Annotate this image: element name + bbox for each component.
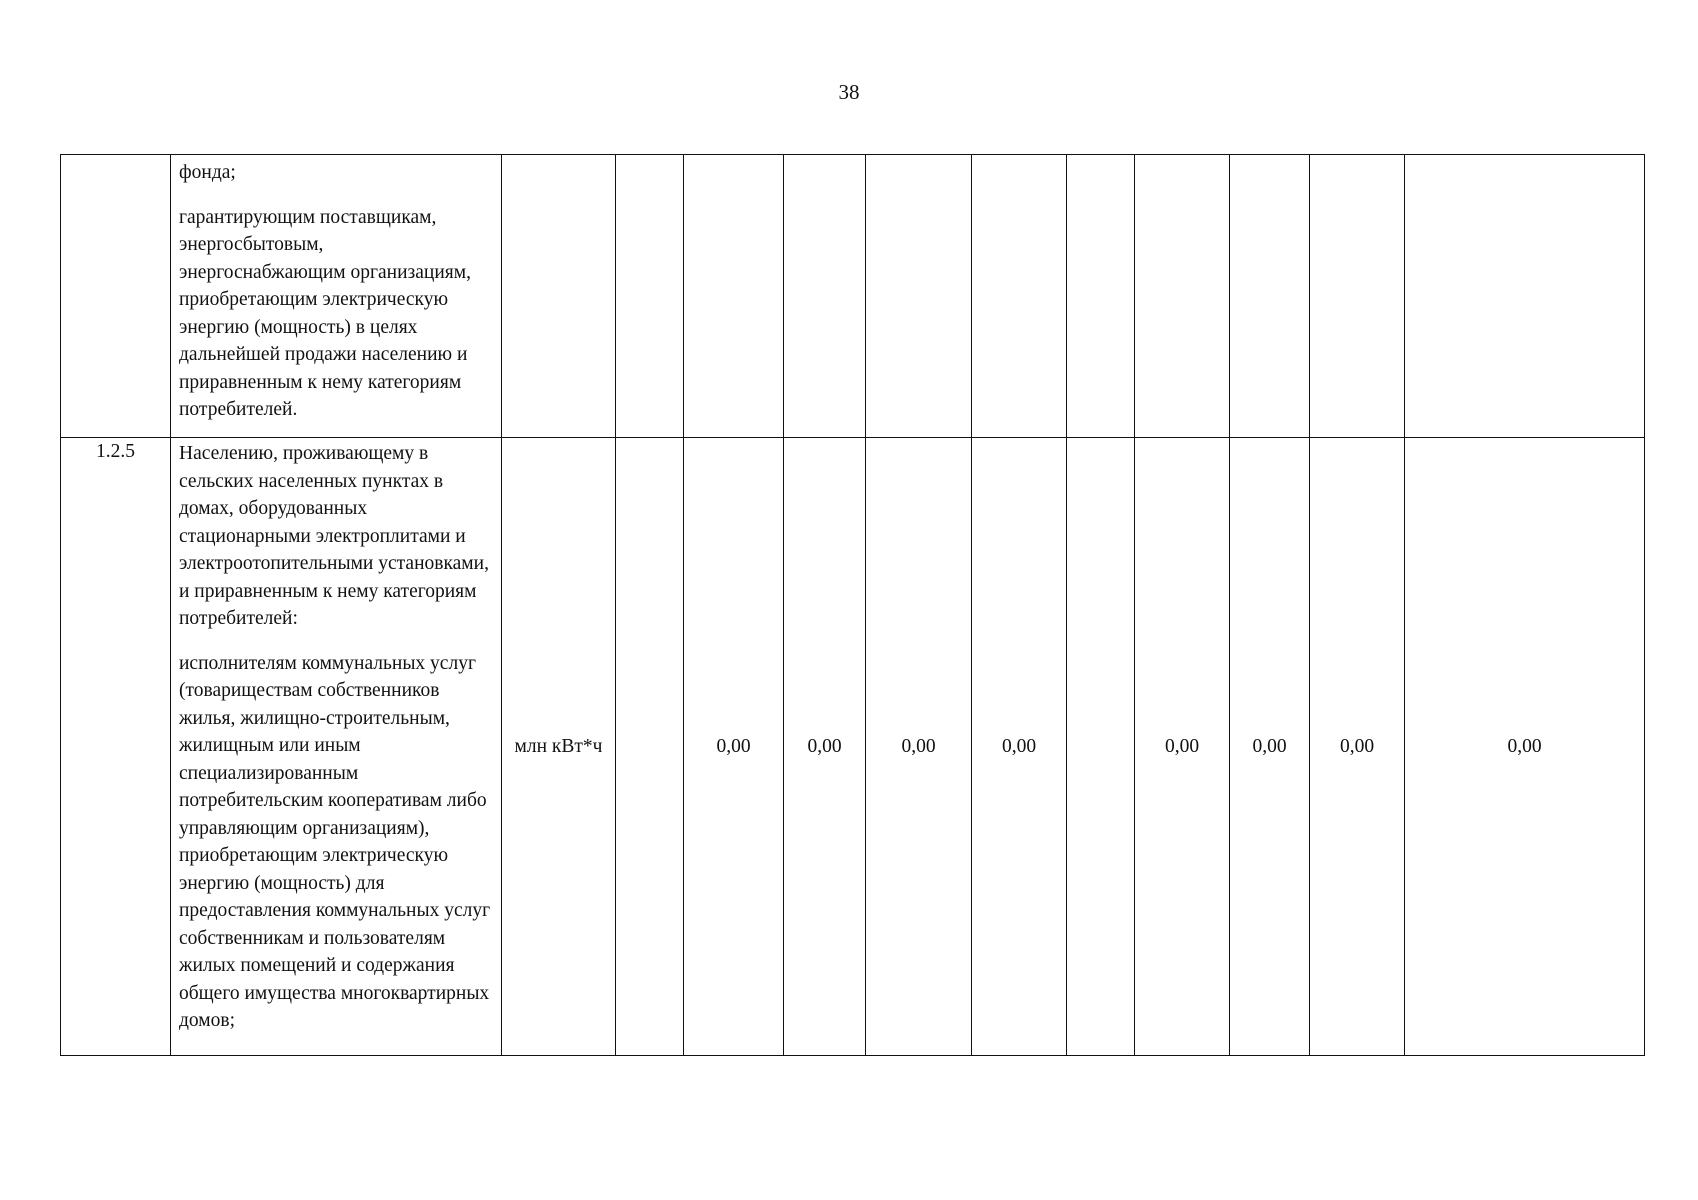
page-number: 38 (838, 80, 860, 104)
value-cell (1135, 155, 1230, 438)
row-number-cell: 1.2.5 (61, 438, 171, 1056)
unit-cell (502, 155, 616, 438)
value-cell: 0,00 (1135, 438, 1230, 1056)
row-number-cell (61, 155, 171, 438)
value-cell (1230, 155, 1310, 438)
value-cell (616, 155, 684, 438)
table-row (61, 155, 1645, 438)
value-cell (1067, 438, 1135, 1056)
value-cell (1067, 155, 1135, 438)
value-cell (784, 155, 866, 438)
value-cell: 0,00 (1310, 438, 1405, 1056)
value-cell: 0,00 (784, 438, 866, 1056)
table-row (61, 438, 1645, 1056)
description-paragraph: Населению, проживающему в сельских населенных пунктах в домах, оборудованных стационарными электроплитами и электроотопительными установками, и приравненным к нему категориям потребителей: (179, 443, 489, 629)
value-cell (1310, 155, 1405, 438)
value-cell: 0,00 (684, 438, 784, 1056)
value-cell (616, 438, 684, 1056)
description-paragraph: гарантирующим поставщикам, энергосбытовым, энергоснабжающим организациям, приобретающим электрическую энергию (мощность) в целях дальнейшей продажи населению и приравненным к нему категориям потребителей. (179, 206, 471, 420)
row-description-cell (171, 155, 502, 438)
value-cell (1405, 155, 1645, 438)
value-cell (684, 155, 784, 438)
description-paragraph: фонда; (179, 162, 236, 183)
row-description-cell (171, 438, 502, 1056)
value-cell (972, 155, 1067, 438)
value-cell: 0,00 (972, 438, 1067, 1056)
data-table (60, 154, 1645, 1056)
description-paragraph: исполнителям коммунальных услуг (товариществам собственников жилья, жилищно-строительным, жилищным или иным специализированным потребительским кооперативам либо управляющим организациям), приобретающим электрическую энергию (мощность) для предоставления коммунальных услуг собственникам и пользователям жилых помещений и содержания общего имущества многоквартирных домов; (179, 652, 491, 1031)
value-cell: 0,00 (1230, 438, 1310, 1056)
value-cell: 0,00 (1405, 438, 1645, 1056)
unit-cell: млн кВт*ч (502, 438, 616, 1056)
value-cell (866, 155, 972, 438)
value-cell: 0,00 (866, 438, 972, 1056)
